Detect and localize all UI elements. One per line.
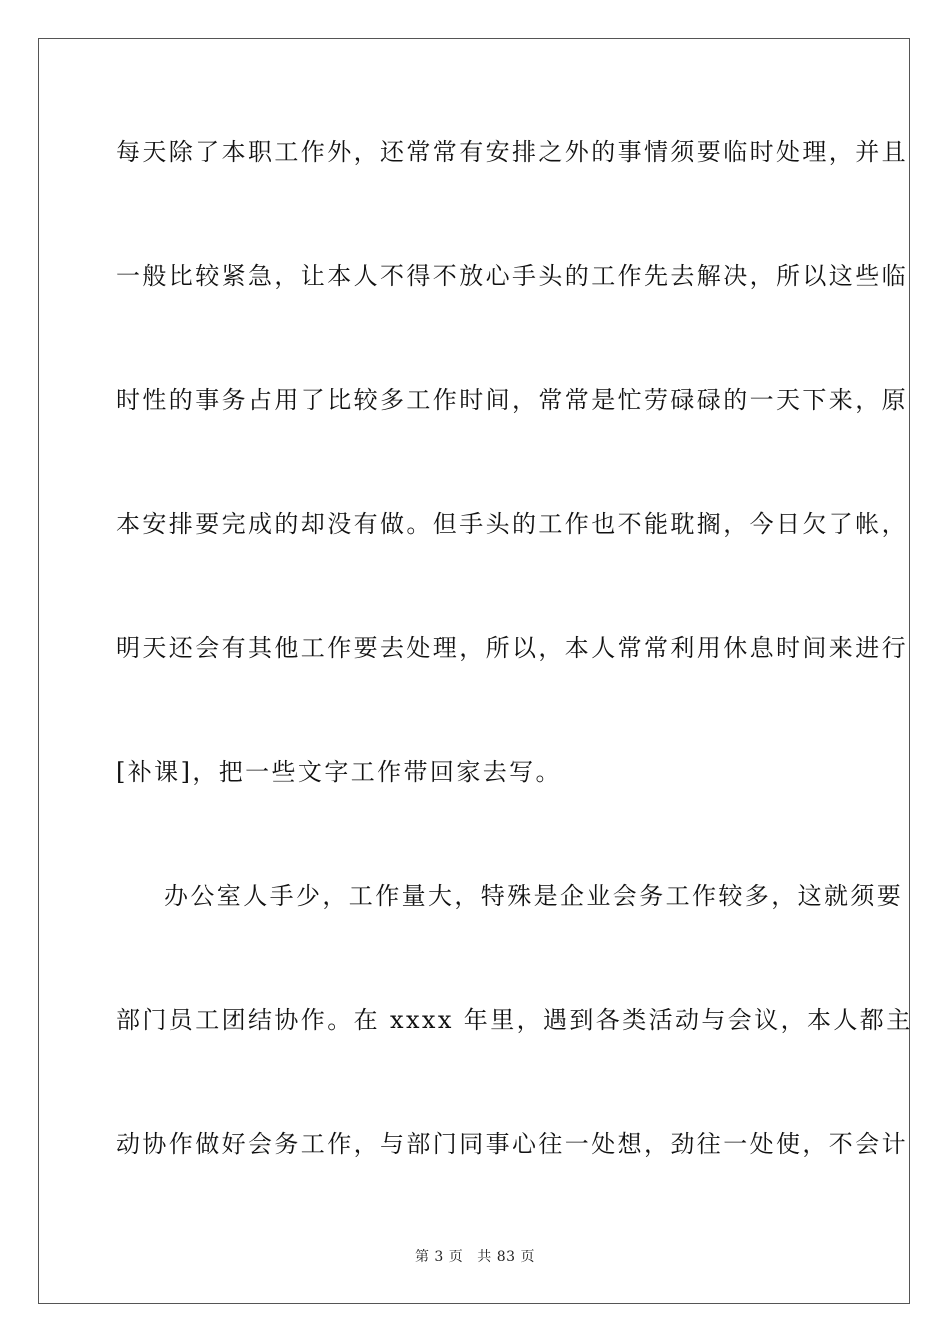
page-number: 第 3 页 xyxy=(414,1249,464,1265)
page-total: 共 83 页 xyxy=(477,1249,536,1265)
text-line: [补课]，把一些文字工作带回家去写。 xyxy=(116,758,562,786)
text-line: 每天除了本职工作外，还常常有安排之外的事情须要临时处理，并且 xyxy=(116,138,908,166)
paragraph-first-line: 办公室人手少，工作量大，特殊是企业会务工作较多，这就须要 xyxy=(164,882,904,910)
text-line: 动协作做好会务工作，与部门同事心往一处想，劲往一处使，不会计 xyxy=(116,1130,908,1158)
text-line: 时性的事务占用了比较多工作时间，常常是忙劳碌碌的一天下来，原 xyxy=(116,386,908,414)
text-line: 本安排要完成的却没有做。但手头的工作也不能耽搁，今日欠了帐， xyxy=(116,510,908,538)
text-line: 明天还会有其他工作要去处理，所以，本人常常利用休息时间来进行 xyxy=(116,634,908,662)
page-border xyxy=(38,38,913,1304)
text-line: 部门员工团结协作。在 xxxx 年里，遇到各类活动与会议，本人都主 xyxy=(116,1006,913,1034)
text-line: 一般比较紧急，让本人不得不放心手头的工作先去解决，所以这些临 xyxy=(116,262,908,290)
page-footer xyxy=(0,1248,950,1266)
